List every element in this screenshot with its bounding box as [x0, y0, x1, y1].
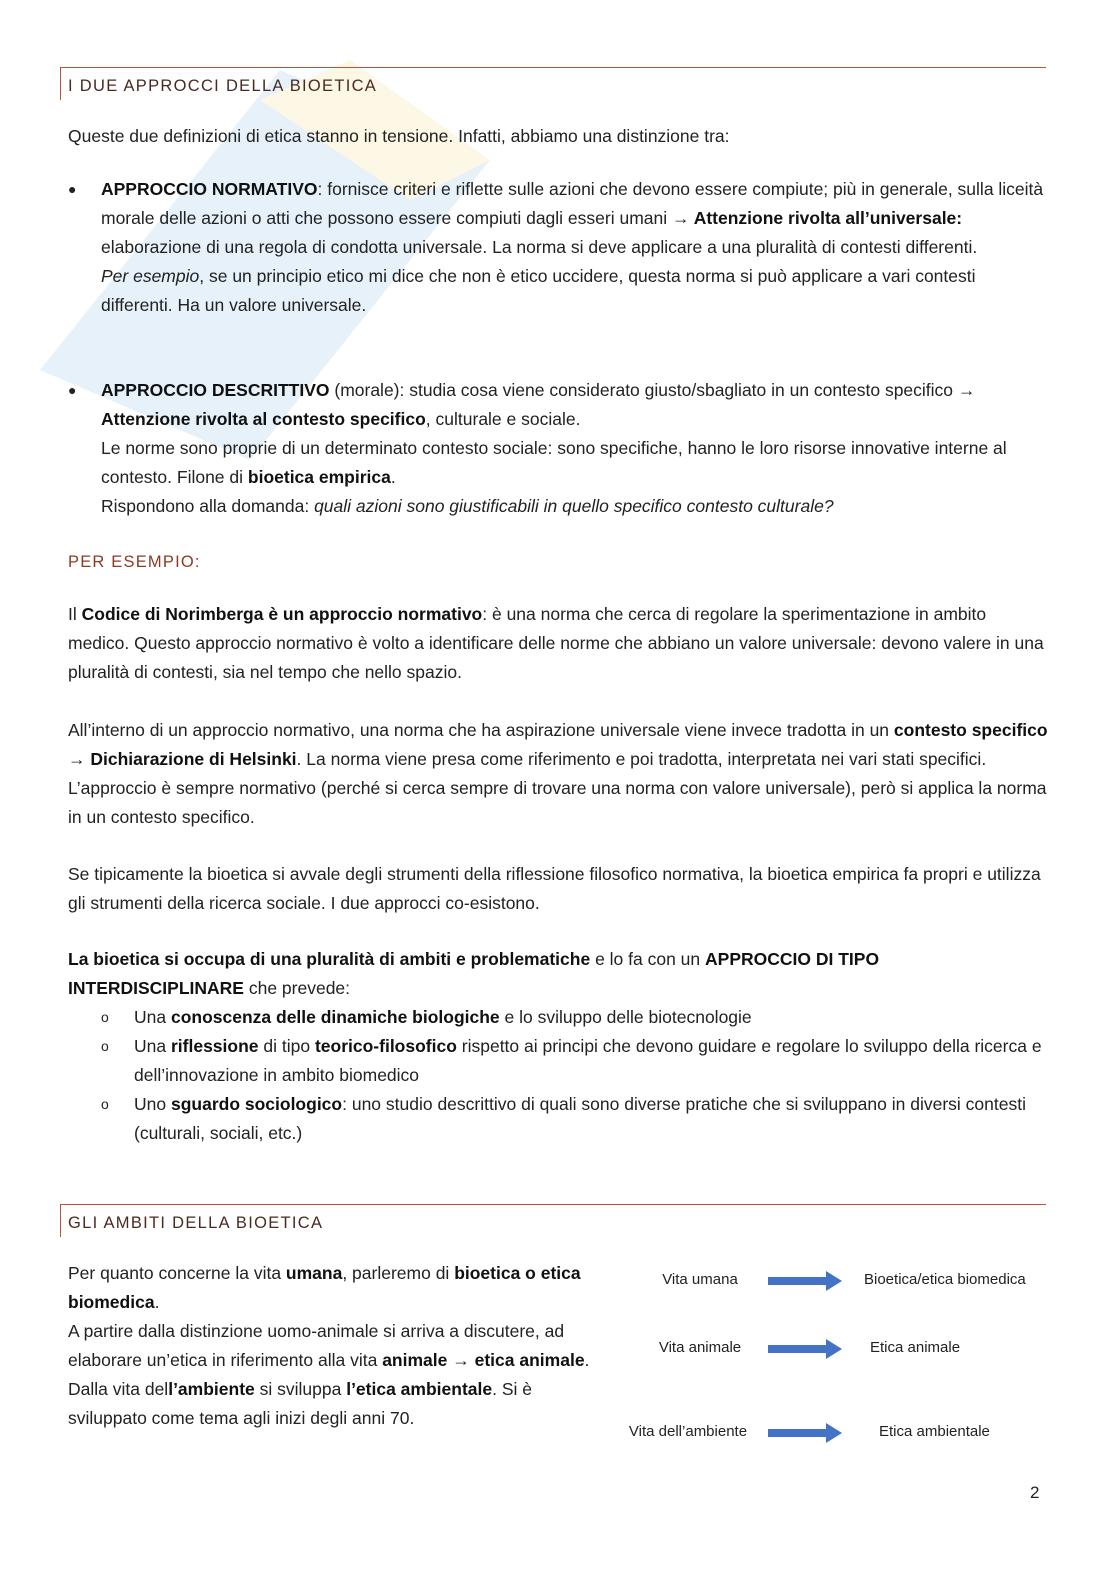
bullet-normativo — [68, 175, 1048, 320]
emphasis: conoscenza delle dinamiche biologiche — [170, 1007, 500, 1027]
ambiti-diagram — [610, 1262, 1050, 1462]
text: e lo fa con un — [590, 949, 706, 969]
descrittivo-definition — [101, 376, 1048, 434]
text: : fornisce criteri e riflette sulle azioni che devono essere compiute; più in generale, sulla liceità morale delle azioni o atti che possono essere compiuti dagli esseri umani — [101, 179, 1044, 228]
circle-bullet-icon: o — [101, 1096, 109, 1112]
diagram-to-label: Etica ambientale — [879, 1423, 990, 1440]
text: Se tipicamente la bioetica si avvale degli strumenti della riflessione filosofico normativa, la bioetica empirica fa propri e utilizza gli strumenti della ricerca sociale. I due approcci co-esistono. — [68, 864, 1041, 913]
diagram-to-label: Bioetica/etica biomedica — [864, 1271, 1026, 1288]
bullet-icon: ● — [68, 382, 77, 398]
normativo-example — [101, 262, 1048, 320]
diagram-to-label: Etica animale — [870, 1339, 961, 1356]
section-title: GLI AMBITI DELLA BIOETICA — [68, 1214, 324, 1232]
text: . — [154, 1292, 160, 1312]
ambiti-paragraph — [68, 1259, 608, 1433]
paragraph-norimberga — [68, 600, 1048, 687]
text: rispetto ai principi che devono guidare e regolare lo sviluppo della ricerca e dell’innovazione in ambito biomedico — [134, 1036, 1042, 1085]
text: e lo sviluppo delle biotecnologie — [499, 1007, 752, 1027]
descrittivo-question — [101, 492, 1048, 521]
page-number: 2 — [1030, 1483, 1040, 1502]
text: Le norme sono proprie di un determinato contesto sociale: sono specifiche, hanno le loro risorse innovative interne al contesto. Filone di — [101, 438, 1007, 487]
diagram-from-label: Vita umana — [662, 1271, 738, 1288]
right-arrow-icon — [768, 1423, 842, 1443]
text: . — [584, 1350, 590, 1370]
paragraph-interdisciplinare — [68, 945, 1048, 1148]
right-arrow-icon — [768, 1271, 842, 1291]
section-header-approcci — [60, 67, 1046, 100]
text: (morale): studia cosa viene considerato giusto/sbagliato in un contesto specifico — [329, 380, 958, 400]
text: Il — [68, 604, 82, 624]
emphasis: contesto specifico — [893, 720, 1048, 740]
bullet-descrittivo — [68, 376, 1048, 521]
circle-bullet-icon: o — [101, 1009, 109, 1025]
emphasis: Attenzione rivolta all’universale: — [689, 208, 963, 228]
italic-text: quali azioni sono giustificabili in quello specifico contesto culturale? — [314, 496, 834, 516]
emphasis: umana — [285, 1263, 343, 1283]
emphasis: APPROCCIO DI TIPO INTERDISCIPLINARE — [68, 949, 880, 998]
emphasis: Dichiarazione di Helsinki — [90, 749, 297, 769]
interdisciplinary-list — [68, 1003, 1048, 1148]
descrittivo-norms — [101, 434, 1048, 492]
text: di tipo — [258, 1036, 315, 1056]
text: A partire dalla distinzione uomo-animale si arriva a discutere, ad elaborare un’etica in riferimento alla vita — [68, 1321, 565, 1370]
text: elaborazione di una regola di condotta universale. La norma si deve applicare a una pluralità di contesti differenti. — [101, 237, 978, 257]
text: . — [390, 467, 396, 487]
emphasis: l’ambiente — [168, 1379, 255, 1399]
emphasis: l’etica ambientale — [346, 1379, 493, 1399]
paragraph-helsinki — [68, 716, 1048, 832]
circle-bullet-icon: o — [101, 1038, 109, 1054]
emphasis: Codice di Norimberga è un approccio normativo — [81, 604, 483, 624]
text: Dalla vita del — [68, 1379, 169, 1399]
list-item — [68, 1032, 1048, 1090]
text: , se un principio etico mi dice che non è etico uccidere, questa norma si può applicare a vari contesti differenti. Ha un valore universale. — [101, 266, 976, 315]
text: . Si è sviluppato come tema agli inizi degli anni 70. — [68, 1379, 532, 1428]
bullet-icon: ● — [68, 181, 77, 197]
arrow-icon: → — [447, 1350, 475, 1370]
text: Per quanto concerne la vita — [68, 1263, 286, 1283]
text: : è una norma che cerca di regolare la sperimentazione in ambito medico. Questo approccio normativo è volto a identificare delle norme che abbiano un valore universale: devono valere in una pluralità di contesti, sia nel tempo che nello spazio. — [68, 604, 1044, 682]
list-item — [68, 1090, 1048, 1148]
emphasis: etica animale — [474, 1350, 585, 1370]
emphasis: bioetica o etica biomedica — [68, 1263, 581, 1312]
emphasis: riflessione — [170, 1036, 259, 1056]
diagram-row-umana — [610, 1265, 1050, 1295]
term-normativo: APPROCCIO NORMATIVO — [101, 179, 318, 199]
text: , parleremo di — [342, 1263, 455, 1283]
text: , culturale e sociale. — [425, 409, 581, 429]
emphasis: La bioetica si occupa di una pluralità di ambiti e problematiche — [68, 949, 591, 969]
text: che prevede: — [243, 978, 351, 998]
subheading-per-esempio: PER ESEMPIO: — [68, 553, 201, 571]
arrow-icon: → — [68, 749, 91, 769]
emphasis: Attenzione rivolta al contesto specifico — [101, 409, 426, 429]
text: Uno — [134, 1094, 171, 1114]
text: Una — [134, 1036, 171, 1056]
emphasis: sguardo sociologico — [170, 1094, 343, 1114]
intro-paragraph — [68, 122, 1048, 151]
text: All’interno di un approccio normativo, una norma che ha aspirazione universale viene invece tradotta in un — [68, 720, 894, 740]
diagram-row-ambiente — [610, 1417, 1050, 1447]
emphasis: bioetica empirica — [247, 467, 391, 487]
section-title: I DUE APPROCCI DELLA BIOETICA — [68, 77, 378, 95]
arrow-icon: → — [672, 208, 690, 228]
emphasis: teorico-filosofico — [314, 1036, 457, 1056]
paragraph-empirica — [68, 860, 1048, 918]
arrow-icon: → — [957, 380, 976, 400]
text: Una — [134, 1007, 171, 1027]
diagram-from-label: Vita dell’ambiente — [628, 1423, 748, 1440]
italic-text: Per esempio — [101, 266, 200, 286]
diagram-row-animale — [610, 1333, 1050, 1363]
list-item — [68, 1003, 1048, 1032]
right-arrow-icon — [768, 1339, 842, 1359]
normativo-definition — [101, 175, 1048, 262]
emphasis: animale — [382, 1350, 448, 1370]
term-descrittivo: APPROCCIO DESCRITTIVO — [101, 380, 330, 400]
text: . La norma viene presa come riferimento e poi tradotta, interpretata nei vari stati specifici. L’approccio è sempre normativo (perché si cerca sempre di trovare una norma con valore universale), però si applica la norma in un contesto specifico. — [68, 749, 1047, 827]
text: Rispondono alla domanda: — [101, 496, 315, 516]
text: : uno studio descrittivo di quali sono diverse pratiche che si sviluppano in diversi contesti (culturali, sociali, etc.) — [134, 1094, 1026, 1143]
diagram-from-label: Vita animale — [658, 1339, 742, 1356]
section-header-ambiti — [60, 1204, 1046, 1237]
text: si sviluppa — [254, 1379, 347, 1399]
intro-text: Queste due definizioni di etica stanno in tensione. Infatti, abbiamo una distinzione tra: — [68, 126, 730, 146]
